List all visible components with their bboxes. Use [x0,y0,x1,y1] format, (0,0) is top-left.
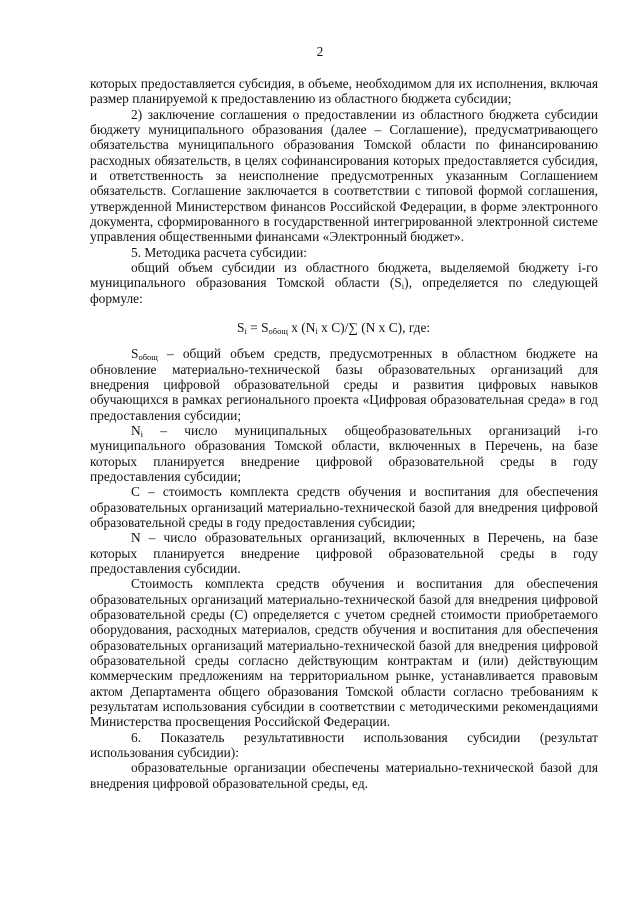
document-body [90,76,598,791]
formula [90,320,598,336]
paragraph-ni-definition [90,423,598,484]
subscript: i [140,428,144,439]
text-segment: ), определяется по следующей формуле: [90,275,598,306]
page-number: 2 [316,44,324,59]
paragraph-c-definition: C – стоимость комплекта средств обучения и воспитания для обеспечения образовательных организаций материально-технической базой для внедрения цифровой образовательной среды в году предоставления субсидии; [90,484,598,530]
formula-eq: = S [246,320,269,336]
formula-lhs: S [237,320,245,336]
subscript: обощ [138,352,158,363]
paragraph-n-definition: N – число образовательных организаций, включенных в Перечень, на базе которых планируется внедрение цифровой образовательной среды в году предоставления субсидии. [90,530,598,576]
paragraph-cost-determination: Стоимость комплекта средств обучения и воспитания для обеспечения образовательных организаций материально-технической базой для внедрения цифровой образовательной среды (C) определяется с учетом средней стоимости приобретаемого оборудования, расходных материалов, средств обучения и воспитания для обеспечения образовательных организаций материально-технической базой для внедрения цифровой образовательной среды согласно действующим контрактам и (или) действующим коммерческим предложениям на территориальном рынке, устанавливается правовым актом Департамента общего образования Томской области согласно требованиям к результатам использования субсидии в соответствии с методическими рекомендациями Министерства просвещения Российской Федерации. [90,576,598,730]
formula-tail: x C)/∑ (N x C), где: [317,320,431,336]
paragraph-continuation: которых предоставляется субсидия, в объеме, необходимом для их исполнения, включая размер планируемой к предоставлению из областного бюджета субсидии; [90,76,598,107]
paragraph-indicator-result: образовательные организации обеспечены материально-технической базой для внедрения цифровой образовательной среды, ед. [90,760,598,791]
paragraph-method-heading: 5. Методика расчета субсидии: [131,244,307,260]
subscript: i [315,326,318,337]
paragraph-s-total-definition [90,346,598,423]
subscript: i [244,326,247,337]
subscript: обощ [268,326,288,337]
text-segment: N [131,422,141,438]
text-segment: общий объем субсидии из областного бюджета, выделяемой бюджету i-го муниципального образования Томской области (S [90,260,598,291]
text-segment: – число муниципальных общеобразовательных организаций i-го муниципального образования Томской области, включенных в Перечень, на базе которых планируется внедрение цифровой образовательной среды в году предоставления субсидии; [90,422,598,484]
formula-rest: x (N [287,320,316,336]
paragraph-indicator-heading: 6. Показатель результативности использования субсидии (результат использования субсидии): [90,729,598,761]
text-segment: S [131,346,139,362]
paragraph-agreement: 2) заключение соглашения о предоставлении из областного бюджета субсидии бюджету муниципального образования (далее – Соглашение), предусматривающего обязательства муниципального образования Томской области по финансированию расходных обязательств, в целях софинансирования которых предоставляется субсидия, и ответственность за неисполнение предусмотренных указанным Соглашением обязательств. Соглашение заключается в соответствии с типовой формой соглашения, утвержденной Министерством финансов Российской Федерации, в форме электронного документа, сформированного в государственной интегрированной электронной системе управления общественными финансами «Электронный бюджет». [90,106,598,245]
text-segment: – общий объем средств, предусмотренных в областном бюджете на обновление материально-технической базы образовательных организаций для внедрения цифровой образовательной среды и развития цифровых навыков обучающихся в рамках регионального проекта «Цифровая образовательная среда» в год предоставления субсидии; [90,346,598,423]
paragraph-total-subsidy [90,260,598,306]
subscript: i [401,281,405,292]
